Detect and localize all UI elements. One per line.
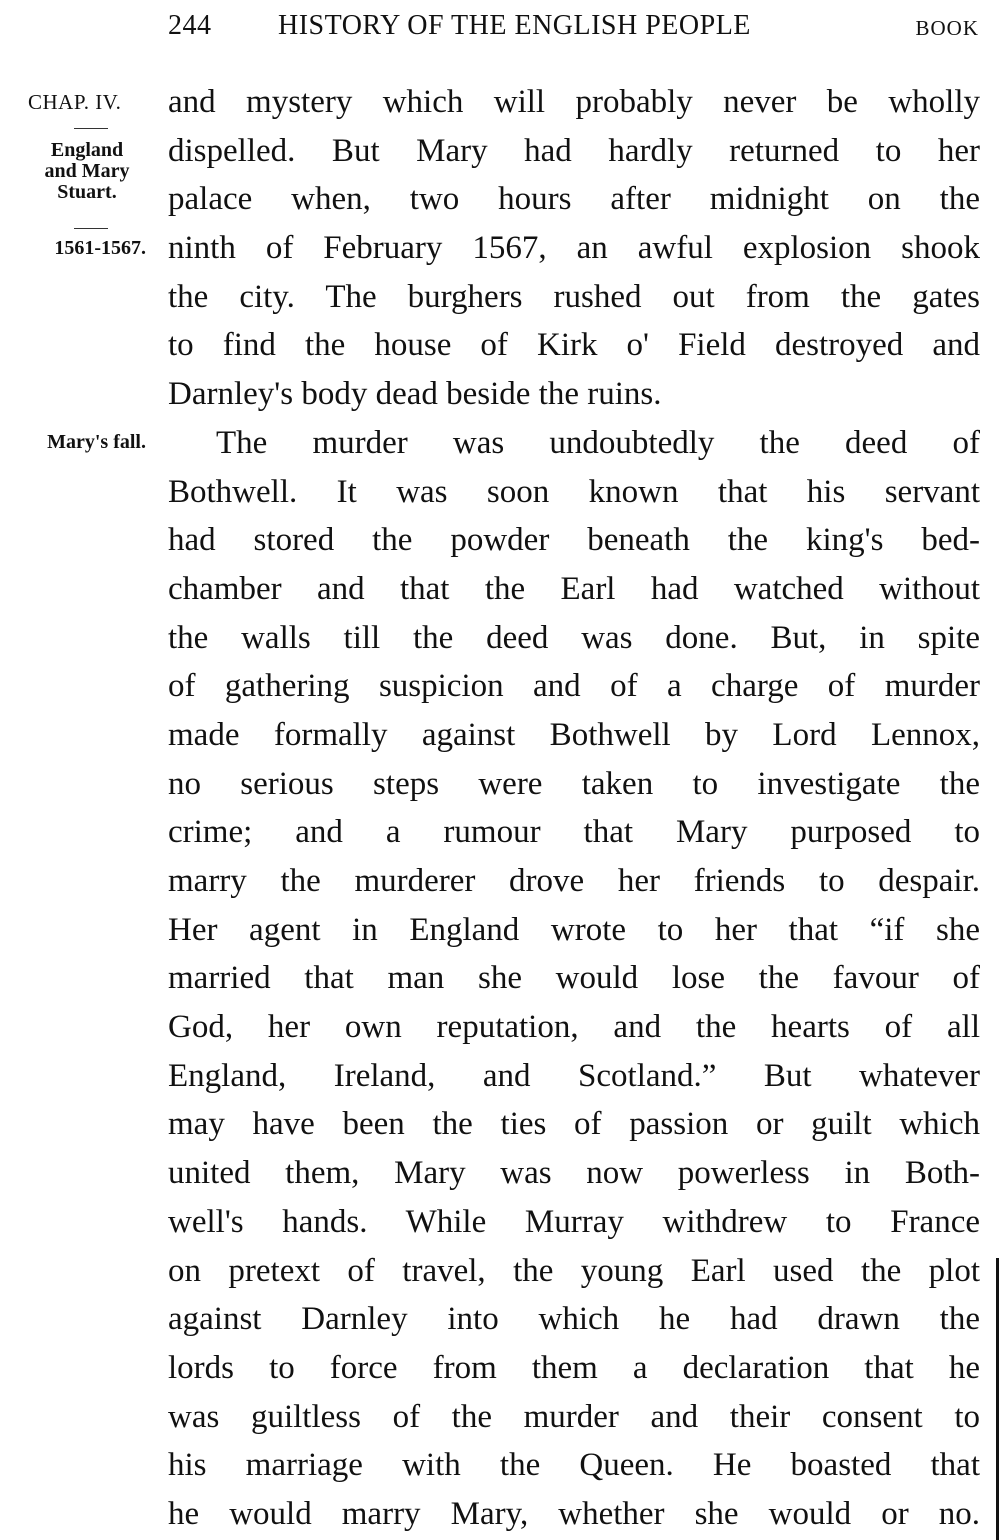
text-line: Darnley's body dead beside the ruins. [168, 376, 662, 413]
running-header [168, 6, 983, 46]
body-text [168, 78, 980, 1539]
topic-rule [74, 228, 108, 229]
text-line: to find the house of Kirk o' Field destroyed and [168, 327, 980, 364]
text-line: England, Ireland, and Scotland.” But whatever [168, 1057, 980, 1094]
text-line: his marriage with the Queen. He boasted that [168, 1447, 980, 1484]
topic-line: and Mary [44, 160, 130, 182]
text-line: united them, Mary was now powerless in Both- [168, 1155, 980, 1192]
chapter-rule [74, 128, 108, 129]
text-line: and mystery which will probably never be wholly [168, 84, 980, 120]
text-line: married that man she would lose the favour of [168, 960, 980, 997]
text-line: had stored the powder beneath the king's bed- [168, 522, 980, 559]
text-line: chamber and that the Earl had watched without [168, 570, 980, 607]
book-label: BOOK [915, 16, 979, 40]
text-line: of gathering suspicion and of a charge of murder [168, 668, 980, 705]
topic-marginal-note [28, 140, 146, 203]
text-line: may have been the ties of passion or guilt which [168, 1106, 980, 1143]
topic-line: England [50, 139, 124, 161]
text-line: palace when, two hours after midnight on the [168, 181, 980, 218]
text-line: well's hands. While Murray withdrew to France [168, 1203, 980, 1240]
topic-line: Stuart. [57, 181, 117, 203]
chapter-marginal-note: CHAP. IV. [28, 90, 122, 114]
running-title: HISTORY OF THE ENGLISH PEOPLE [278, 10, 751, 41]
text-line: lords to force from them a declaration that he [168, 1349, 980, 1386]
text-line: the city. The burghers rushed out from the gates [168, 278, 980, 315]
text-line: made formally against Bothwell by Lord Lennox, [168, 716, 980, 753]
text-line: he would marry Mary, whether she would or no. [168, 1495, 980, 1532]
years-marginal-note: 1561-1567. [54, 237, 146, 259]
text-line: against Darnley into which he had drawn the [168, 1301, 980, 1338]
text-line: ninth of February 1567, an awful explosion shook [168, 230, 980, 267]
text-line: God, her own reputation, and the hearts of all [168, 1009, 980, 1046]
text-line: the walls till the deed was done. But, in spite [168, 619, 980, 656]
text-line: Bothwell. It was soon known that his servant [168, 473, 980, 510]
text-line: The murder was undoubtedly the deed of [216, 424, 980, 461]
text-line: Her agent in England wrote to her that “if she [168, 911, 980, 948]
page-number: 244 [168, 10, 212, 41]
page-edge-shadow [996, 1258, 999, 1540]
text-line: on pretext of travel, the young Earl used the plot [168, 1252, 980, 1289]
text-line: marry the murderer drove her friends to despair. [168, 863, 980, 899]
text-line: was guiltless of the murder and their consent to [168, 1398, 980, 1435]
text-line: dispelled. But Mary had hardly returned to her [168, 132, 980, 169]
text-line: crime; and a rumour that Mary purposed to [168, 814, 980, 851]
side-heading-marginal-note: Mary's fall. [47, 431, 146, 453]
text-line: no serious steps were taken to investigate the [168, 765, 980, 802]
